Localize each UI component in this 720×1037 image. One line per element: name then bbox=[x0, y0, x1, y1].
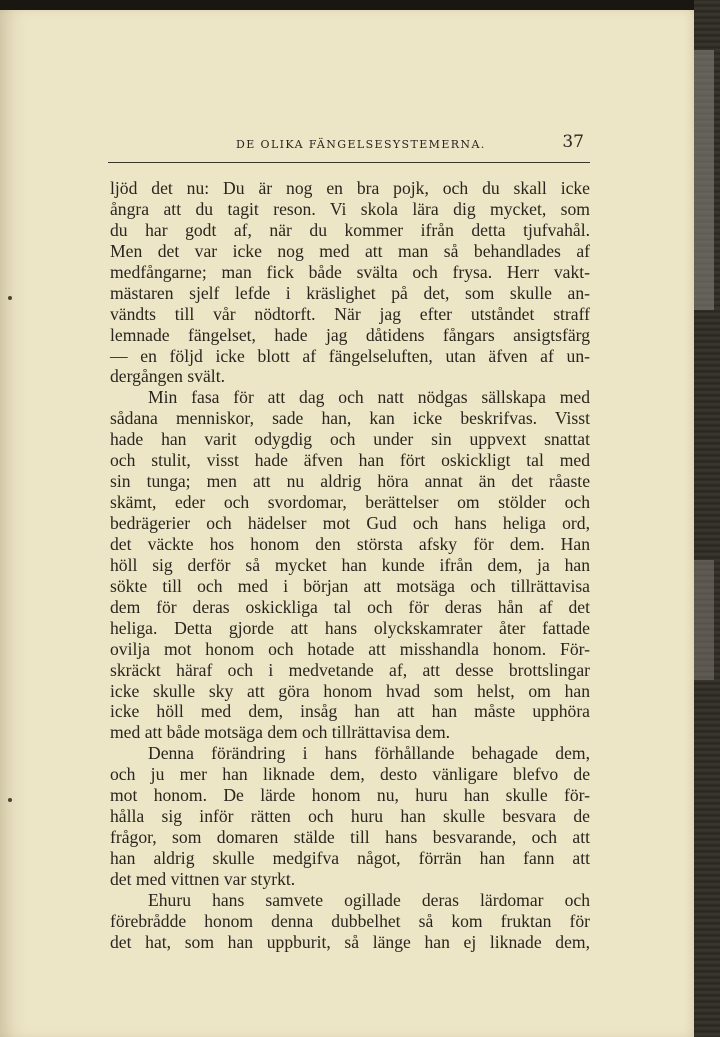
body-text bbox=[110, 178, 590, 953]
text-line: mot honom. De lärde honom nu, huru han skulle för- bbox=[110, 785, 590, 806]
page-edge-stripe bbox=[694, 560, 714, 680]
text-line: bedrägerier och hädelser mot Gud och hans heliga ord, bbox=[110, 513, 590, 533]
text-line: skämt, eder och svordomar, berättelser om stölder och bbox=[110, 492, 590, 513]
text-line: hade han varit odygdig och under sin uppvext snattat bbox=[110, 429, 590, 450]
book-page bbox=[0, 10, 694, 1037]
text-line: sin tunga; men att nu aldrig höra annat än det råaste bbox=[110, 471, 590, 492]
text-line: du har godt af, när du kommer ifrån detta tjufvahål. bbox=[110, 219, 590, 240]
text-line: mästaren sjelf lefde i kräslighet på det, som skulle an- bbox=[110, 282, 590, 303]
text-line: hålla sig inför rätten och huru han skulle besvara de bbox=[110, 806, 590, 827]
page-edge-stripe bbox=[694, 50, 714, 310]
text-line: och stulit, visst hade äfven han fört oskickligt tal med bbox=[110, 450, 590, 471]
text-line: Men det var icke nog med att man så behandlades af bbox=[110, 240, 590, 261]
text-line: det väckte hos honom den största afsky för dem. Han bbox=[110, 533, 590, 554]
text-line: höll sig derför så mycket han kunde ifrån dem, ja han bbox=[110, 554, 590, 575]
text-line: icke skulle sky att göra honom hvad som helst, om han bbox=[110, 680, 590, 701]
text-line: Ehuru hans samvete ogillade deras lärdomar och bbox=[148, 889, 590, 910]
text-line: medfångarne; man fick både svälta och frysa. Herr vakt- bbox=[110, 261, 590, 282]
text-line: Denna förändring i hans förhållande behagade dem, bbox=[148, 743, 590, 764]
running-header bbox=[108, 134, 590, 163]
text-line: han aldrig skulle medgifva något, förrän han fann att bbox=[110, 848, 590, 868]
text-line: dergången svält. bbox=[110, 366, 225, 387]
book-page-edge bbox=[694, 0, 720, 1037]
text-line: ångra att du tagit reson. Vi skola lära dig mycket, som bbox=[110, 198, 590, 219]
text-line: med att både motsäga dem och tillrättavisa dem. bbox=[110, 722, 451, 743]
text-line: skräckt häraf och i medvetande af, att desse brottslingar bbox=[110, 659, 590, 680]
text-line: dem för deras oskickliga tal och för deras hån af det bbox=[110, 596, 590, 617]
text-line: sökte till och med i början att motsäga och tillrättavisa bbox=[110, 575, 590, 596]
text-line: det hat, som han uppburit, så länge han ej liknade dem, bbox=[110, 931, 590, 952]
text-line: det med vittnen var styrkt. bbox=[110, 868, 296, 889]
text-line: förebrådde honom denna dubbelhet så kom fruktan för bbox=[110, 910, 590, 931]
text-line: ovilja mot honom och hotade att misshandla honom. För- bbox=[110, 638, 590, 659]
margin-mark bbox=[8, 798, 12, 802]
page-number: 37 bbox=[562, 132, 584, 152]
text-line: icke höll med dem, insåg han att han måste upphöra bbox=[110, 701, 590, 722]
text-line: frågor, som domaren stälde till hans besvarande, och att bbox=[110, 827, 590, 848]
margin-mark bbox=[8, 296, 12, 300]
text-line: — en följd icke blott af fängelseluften, utan äfven af un- bbox=[110, 345, 590, 366]
text-line: sådana menniskor, sade han, kan icke beskrifvas. Visst bbox=[110, 408, 590, 429]
text-line: ljöd det nu: Du är nog en bra pojk, och du skall icke bbox=[110, 178, 590, 198]
text-line: vändts till vår nödtorft. När jag efter utståndet straff bbox=[110, 303, 590, 324]
text-line: Min fasa för att dag och natt nödgas sällskapa med bbox=[148, 387, 590, 408]
text-line: heliga. Detta gjorde att hans olyckskamrater åter fattade bbox=[110, 617, 590, 638]
text-line: och ju mer han liknade dem, desto vänligare blefvo de bbox=[110, 764, 590, 785]
text-line: lemnade fängelset, hade jag dåtidens fångars ansigtsfärg bbox=[110, 324, 590, 345]
running-title: DE OLIKA FÄNGELSESYSTEMERNA. bbox=[236, 138, 486, 151]
